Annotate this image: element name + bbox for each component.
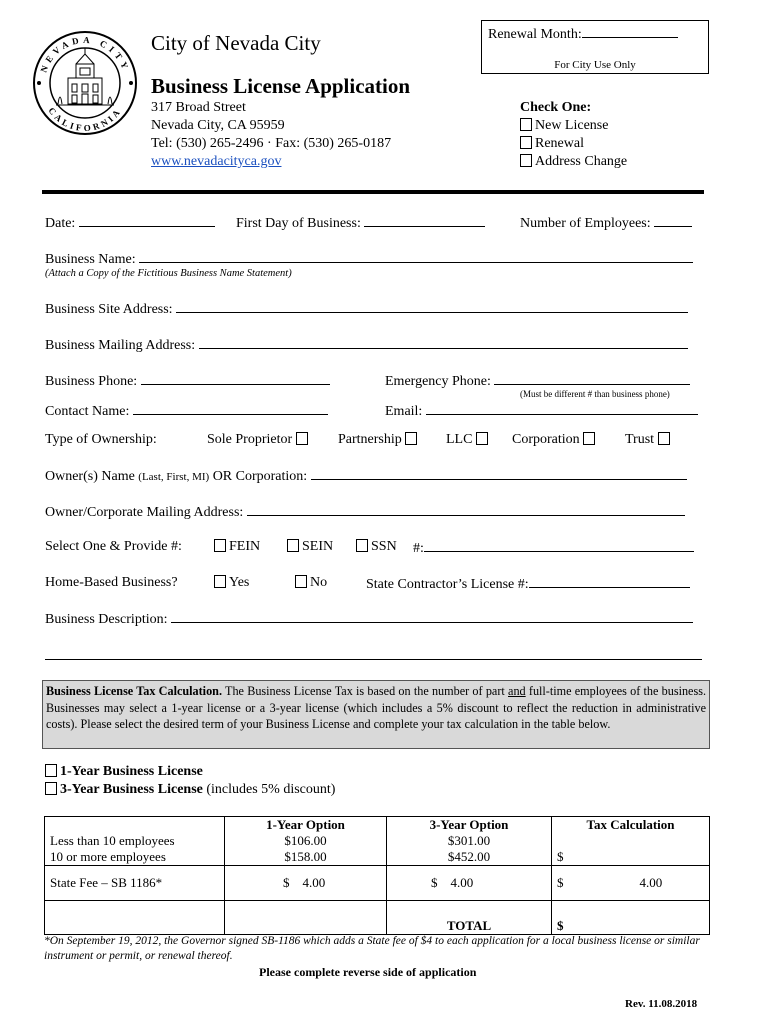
ownership-trust[interactable]: Trust — [625, 432, 673, 448]
checkbox-address-change[interactable] — [520, 154, 532, 167]
checkbox-home-yes[interactable] — [214, 575, 226, 588]
ownership-llc[interactable]: LLC — [446, 432, 491, 448]
ownership-partnership[interactable]: Partnership — [338, 432, 420, 448]
select-one-label: Select One & Provide #: — [45, 539, 182, 554]
home-based-no[interactable]: No — [295, 575, 327, 591]
checkbox-llc[interactable] — [476, 432, 488, 445]
city-use-label: For City Use Only — [554, 59, 636, 71]
state-fee-footnote: *On September 19, 2012, the Governor signed SB-1186 which adds a State fee of $4 to each application for a local business license or similar instrument or permit, or renewal thereof. — [44, 935, 700, 962]
website-link[interactable]: www.nevadacityca.gov — [151, 154, 282, 169]
table-row: Less than 10 employees $106.00 $301.00 — [45, 833, 710, 849]
checkbox-three-year[interactable] — [45, 782, 57, 795]
renewal-month-label: Renewal Month: — [488, 27, 582, 42]
business-name-note: (Attach a Copy of the Fictitious Business Name Statement) — [45, 268, 292, 279]
business-description-field[interactable]: Business Description: — [45, 610, 693, 628]
table-row: State Fee – SB 1186* $ 4.00 $ 4.00 $ 4.00 — [45, 866, 710, 901]
ownership-label: Type of Ownership: — [45, 432, 157, 447]
term-one-year[interactable]: 1-Year Business License — [45, 764, 203, 780]
svg-text:NEVADA CITY: NEVADA CITY — [38, 34, 132, 74]
check-renewal[interactable]: Renewal — [520, 135, 584, 153]
first-day-field[interactable]: First Day of Business: — [236, 214, 485, 232]
business-phone-field[interactable]: Business Phone: — [45, 372, 330, 390]
address-line1: 317 Broad Street — [151, 100, 246, 115]
emergency-phone-note: (Must be different # than business phone) — [520, 389, 670, 399]
emergency-phone-field[interactable]: Emergency Phone: — [385, 372, 690, 390]
checkbox-new-license[interactable] — [520, 118, 532, 131]
id-sein[interactable]: SEIN — [287, 539, 333, 555]
checkbox-fein[interactable] — [214, 539, 226, 552]
tax-calculation-notice: Business License Tax Calculation. The Business License Tax is based on the number of part and full-time employees of the business. Businesses may select a 1-year license or a 3-year license (which includes a 5% discount to reflect the reduction in administrative costs). Please select the desired term of your Business License and complete your tax calculation in the table below. — [42, 680, 710, 749]
business-description-line2[interactable] — [45, 647, 702, 665]
checkbox-corporation[interactable] — [583, 432, 595, 445]
term-three-year[interactable]: 3-Year Business License (includes 5% discount) — [45, 782, 335, 798]
address-line2: Nevada City, CA 95959 — [151, 118, 285, 133]
contact-name-field[interactable]: Contact Name: — [45, 402, 328, 420]
mailing-address-field[interactable]: Business Mailing Address: — [45, 336, 688, 354]
fee-table — [44, 816, 710, 935]
business-name-field[interactable]: Business Name: — [45, 250, 693, 268]
phone-fax: Tel: (530) 265-2496 · Fax: (530) 265-0187 — [151, 136, 392, 151]
contractor-license-field[interactable]: State Contractor’s License #: — [366, 575, 690, 593]
table-row: 10 or more employees $158.00 $452.00 $ — [45, 849, 710, 866]
reverse-side-note: Please complete reverse side of application — [259, 965, 477, 979]
city-seal-logo — [32, 30, 138, 136]
revision-label: Rev. 11.08.2018 — [625, 998, 698, 1010]
checkbox-home-no[interactable] — [295, 575, 307, 588]
city-name: City of Nevada City — [151, 31, 321, 55]
site-address-field[interactable]: Business Site Address: — [45, 300, 688, 318]
employees-field[interactable]: Number of Employees: — [520, 214, 692, 232]
owner-mailing-field[interactable]: Owner/Corporate Mailing Address: — [45, 503, 685, 521]
home-based-yes[interactable]: Yes — [214, 575, 249, 591]
checkbox-sein[interactable] — [287, 539, 299, 552]
table-row: 1-Year Option 3-Year Option Tax Calculation — [45, 817, 710, 834]
ownership-sole-proprietor[interactable]: Sole Proprietor — [207, 432, 311, 448]
id-number-field[interactable]: #: — [413, 539, 694, 557]
email-field[interactable]: Email: — [385, 402, 698, 420]
checkbox-trust[interactable] — [658, 432, 670, 445]
id-fein[interactable]: FEIN — [214, 539, 260, 555]
checkbox-one-year[interactable] — [45, 764, 57, 777]
renewal-month-field[interactable] — [582, 25, 678, 38]
checkbox-ssn[interactable] — [356, 539, 368, 552]
check-new-license[interactable]: New License — [520, 117, 608, 135]
id-ssn[interactable]: SSN — [356, 539, 397, 555]
checkbox-partnership[interactable] — [405, 432, 417, 445]
ownership-corporation[interactable]: Corporation — [512, 432, 598, 448]
owner-name-field[interactable]: Owner(s) Name (Last, First, MI) OR Corporation: — [45, 467, 687, 485]
table-row: TOTAL $ — [45, 901, 710, 935]
home-based-label: Home-Based Business? — [45, 575, 178, 590]
check-address-change[interactable]: Address Change — [520, 153, 627, 171]
svg-text:CALIFORNIA: CALIFORNIA — [46, 105, 124, 134]
check-one-title: Check One: — [520, 100, 592, 115]
form-title: Business License Application — [151, 74, 411, 98]
checkbox-sole-proprietor[interactable] — [296, 432, 308, 445]
checkbox-renewal[interactable] — [520, 136, 532, 149]
date-field[interactable]: Date: — [45, 214, 215, 232]
header-divider — [42, 190, 704, 194]
city-use-box — [481, 20, 709, 74]
